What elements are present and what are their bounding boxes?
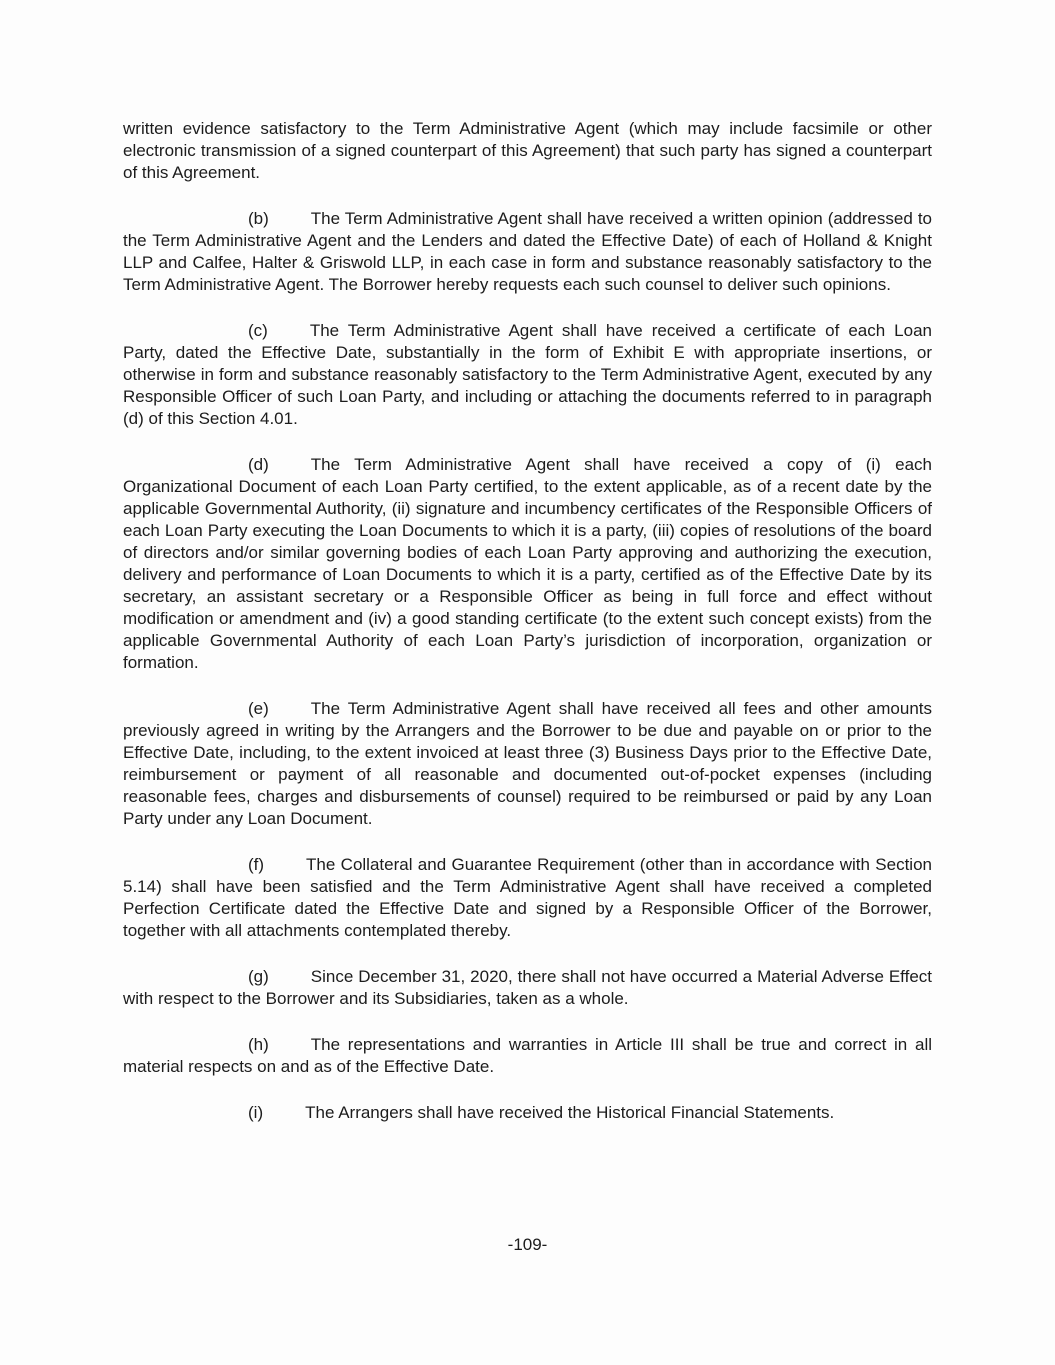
paragraph-continuation — [123, 118, 932, 184]
paragraph-label: (d) — [248, 455, 269, 474]
paragraph-text: Since December 31, 2020, there shall not have occurred a Material Adverse Effect with respect to the Borrower and its Subsidiaries, taken as a whole. — [123, 967, 932, 1008]
paragraph-label: (b) — [248, 209, 269, 228]
paragraph-d — [123, 454, 932, 674]
paragraph-label: (g) — [248, 967, 269, 986]
paragraph-j — [123, 1148, 932, 1170]
paragraph-label: (i) — [248, 1103, 264, 1122]
paragraph-g — [123, 966, 932, 1010]
paragraph-b — [123, 208, 932, 296]
paragraph-label: (h) — [248, 1035, 269, 1054]
paragraph-label — [248, 1149, 290, 1168]
paragraph-text: The Term Administrative Agent shall have received a written opinion (addressed to the Term Administrative Agent and the Lenders and dated the Effective Date) of each of Holland & Knight LLP and Calfee, Halter & Griswold LLP, in each case in form and substance reasonably satisfactory to the Term Administrative Agent. The Borrower hereby requests each such counsel to deliver such opinions. — [123, 209, 932, 294]
paragraph-label: (f) — [248, 855, 265, 874]
paragraph-i — [123, 1102, 932, 1124]
paragraph-c — [123, 320, 932, 430]
paragraph-text: written evidence satisfactory to the Term Administrative Agent (which may include facsimile or other electronic transmission of a signed counterpart of this Agreement) that such party has signed a counterpart of this Agreement. — [123, 119, 932, 182]
paragraph-e — [123, 698, 932, 830]
paragraph-text: The Term Administrative Agent shall have received a certificate of each Loan Party, dated the Effective Date, substantially in the form of Exhibit E with appropriate insertions, or otherwise in form and substance reasonably satisfactory to the Term Administrative Agent, executed by any Responsible Officer of such Loan Party, and including or attaching the documents referred to in paragraph (d) of this Section 4.01. — [123, 321, 932, 428]
paragraph-text: The Term Administrative Agent shall have received all fees and other amounts previously agreed in writing by the Arrangers and the Borrower to be due and payable on or prior to the Effective Date, including, to the extent invoiced at least three (3) Business Days prior to the Effective Date, reimbursement or payment of all reasonable and documented out-of-pocket expenses (including reasonable fees, charges and disbursements of counsel) required to be reimbursed or paid by any Loan Party under any Loan Document. — [123, 699, 932, 828]
page-number: -109- — [507, 1235, 548, 1254]
paragraph-text: The representations and warranties in Article III shall be true and correct in all material respects on and as of the Effective Date. — [123, 1035, 932, 1076]
paragraph-text: The Arrangers shall have received the Historical Financial Statements. — [305, 1103, 835, 1122]
paragraph-h — [123, 1034, 932, 1078]
paragraph-label: (c) — [248, 321, 268, 340]
paragraph-label: (e) — [248, 699, 269, 718]
paragraph-text: The Term Administrative Agent shall have received a copy of (i) each Organizational Document of each Loan Party certified, to the extent applicable, as of a recent date by the applicable Governmental Authority, (ii) signature and incumbency certificates of the Responsible Officers of each Loan Party executing the Loan Documents to which it is a party, (iii) copies of resolutions of the board of directors and/or similar governing bodies of each Loan Party approving and authorizing the execution, delivery and performance of Loan Documents to which it is a party, certified as of the Effective Date by its secretary, an assistant secretary or a Responsible Officer as being in full force and effect without modification or amendment and (iv) a good standing certificate (to the extent such concept exists) from the applicable Governmental Authority of each Loan Party’s jurisdiction of incorporation, organization or formation. — [123, 455, 932, 672]
paragraph-text: The Collateral and Guarantee Requirement (other than in accordance with Section 5.14) shall have been satisfied and the Term Administrative Agent shall have received a completed Perfection Certificate dated the Effective Date and signed by a Responsible Officer of the Borrower, together with all attachments contemplated thereby. — [123, 855, 932, 940]
paragraph-f — [123, 854, 932, 942]
